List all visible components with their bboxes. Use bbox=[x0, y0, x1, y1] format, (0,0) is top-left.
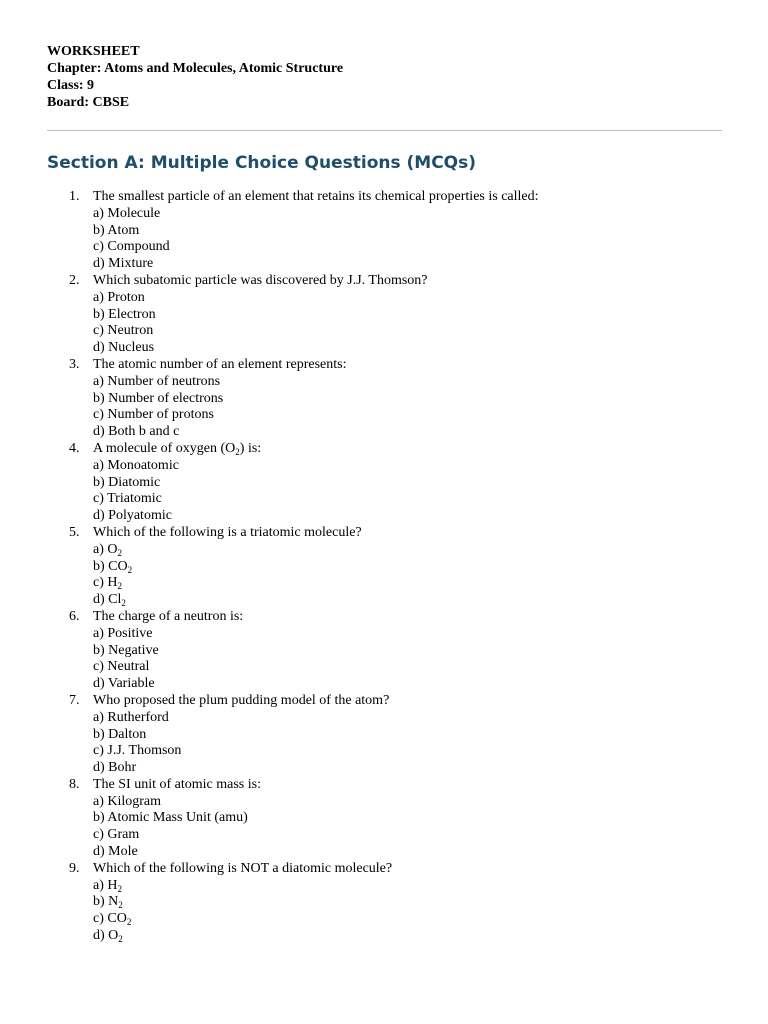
option-a: a) Molecule bbox=[93, 205, 161, 221]
option-text: c) CO bbox=[93, 911, 127, 927]
option-d bbox=[93, 928, 722, 945]
option-text: c) H bbox=[93, 575, 118, 591]
option-text: d) O bbox=[93, 928, 119, 944]
option-c bbox=[93, 911, 722, 928]
question-item bbox=[69, 356, 722, 441]
option-d: d) Polyatomic bbox=[93, 508, 172, 524]
question-number: 2. bbox=[69, 272, 80, 288]
question-item bbox=[69, 608, 722, 693]
header-divider bbox=[47, 130, 722, 131]
option-c: c) Neutron bbox=[93, 323, 154, 339]
option-b: b) Dalton bbox=[93, 726, 147, 742]
subscript: 2 bbox=[127, 564, 133, 575]
question-text: The charge of a neutron is: bbox=[93, 608, 244, 624]
question-number: 6. bbox=[69, 608, 80, 624]
question-list bbox=[47, 189, 722, 945]
option-b: b) Atomic Mass Unit (amu) bbox=[93, 810, 248, 826]
option-a: a) Kilogram bbox=[93, 793, 162, 809]
question-number: 4. bbox=[69, 440, 80, 456]
question-number: 8. bbox=[69, 776, 80, 792]
question-number: 5. bbox=[69, 524, 80, 540]
question-text: Which subatomic particle was discovered by J.J. Thomson? bbox=[93, 272, 428, 288]
option-c: c) J.J. Thomson bbox=[93, 743, 182, 759]
option-c: c) Compound bbox=[93, 239, 170, 255]
option-c: c) Neutral bbox=[93, 659, 150, 675]
question-text bbox=[93, 441, 722, 458]
option-c: c) Triatomic bbox=[93, 491, 162, 507]
board-line: Board: CBSE bbox=[47, 95, 130, 110]
subscript: 2 bbox=[117, 547, 122, 558]
option-b: b) Electron bbox=[93, 306, 156, 322]
option-c: c) Gram bbox=[93, 827, 140, 843]
worksheet-page bbox=[47, 43, 722, 945]
option-a bbox=[93, 542, 722, 559]
chapter-line: Chapter: Atoms and Molecules, Atomic Structure bbox=[47, 61, 344, 76]
question-item bbox=[69, 189, 722, 273]
question-item bbox=[69, 440, 722, 525]
worksheet-title: WORKSHEET bbox=[47, 44, 140, 59]
question-item bbox=[69, 524, 722, 609]
option-text: a) H bbox=[93, 877, 118, 893]
question-item bbox=[69, 776, 722, 861]
option-b: b) Atom bbox=[93, 222, 140, 238]
question-item bbox=[69, 860, 722, 945]
question-text: The SI unit of atomic mass is: bbox=[93, 776, 261, 792]
section-a-title: Section A: Multiple Choice Questions (MCQs) bbox=[47, 153, 477, 173]
question-text: Who proposed the plum pudding model of the atom? bbox=[93, 692, 390, 708]
option-a: a) Monoatomic bbox=[93, 457, 179, 473]
option-text: b) N bbox=[93, 894, 119, 910]
option-b: b) Negative bbox=[93, 642, 159, 658]
class-line: Class: 9 bbox=[47, 78, 95, 93]
subscript: 2 bbox=[117, 883, 122, 894]
subscript: 2 bbox=[118, 900, 123, 911]
subscript: 2 bbox=[121, 598, 126, 609]
question-number: 1. bbox=[69, 189, 80, 204]
option-b bbox=[93, 894, 722, 911]
subscript: 2 bbox=[126, 917, 132, 928]
question-number: 3. bbox=[69, 356, 80, 372]
option-d: d) Bohr bbox=[93, 760, 137, 776]
option-b: b) Number of electrons bbox=[93, 390, 224, 406]
worksheet-header bbox=[47, 43, 722, 111]
option-a: a) Rutherford bbox=[93, 709, 169, 725]
subscript: 2 bbox=[235, 446, 240, 457]
subscript: 2 bbox=[118, 934, 123, 945]
option-d: d) Both b and c bbox=[93, 424, 180, 440]
option-a: a) Number of neutrons bbox=[93, 373, 221, 389]
option-d bbox=[93, 592, 722, 609]
option-text: b) CO bbox=[93, 558, 128, 574]
question-number: 7. bbox=[69, 692, 80, 708]
question-text: The atomic number of an element represents: bbox=[93, 356, 347, 372]
option-a bbox=[93, 878, 722, 895]
option-d: d) Nucleus bbox=[93, 340, 155, 356]
option-d: d) Variable bbox=[93, 676, 155, 692]
option-c: c) Number of protons bbox=[93, 407, 214, 423]
option-b: b) Diatomic bbox=[93, 474, 161, 490]
question-item bbox=[69, 272, 722, 357]
question-text: Which of the following is NOT a diatomic molecule? bbox=[93, 860, 393, 876]
subscript: 2 bbox=[117, 581, 122, 592]
question-number: 9. bbox=[69, 860, 80, 876]
question-item bbox=[69, 692, 722, 777]
option-a: a) Proton bbox=[93, 289, 145, 305]
option-a: a) Positive bbox=[93, 625, 153, 641]
option-d: d) Mixture bbox=[93, 256, 154, 272]
question-text: The smallest particle of an element that retains its chemical properties is called: bbox=[93, 189, 539, 204]
option-c bbox=[93, 575, 722, 592]
option-d: d) Mole bbox=[93, 844, 138, 860]
question-text-pre: A molecule of oxygen (O bbox=[93, 440, 236, 456]
question-text-post: ) is: bbox=[239, 440, 262, 456]
question-text: Which of the following is a triatomic molecule? bbox=[93, 524, 362, 540]
option-text: a) O bbox=[93, 541, 118, 557]
option-text: d) Cl bbox=[93, 592, 122, 608]
option-b bbox=[93, 559, 722, 576]
